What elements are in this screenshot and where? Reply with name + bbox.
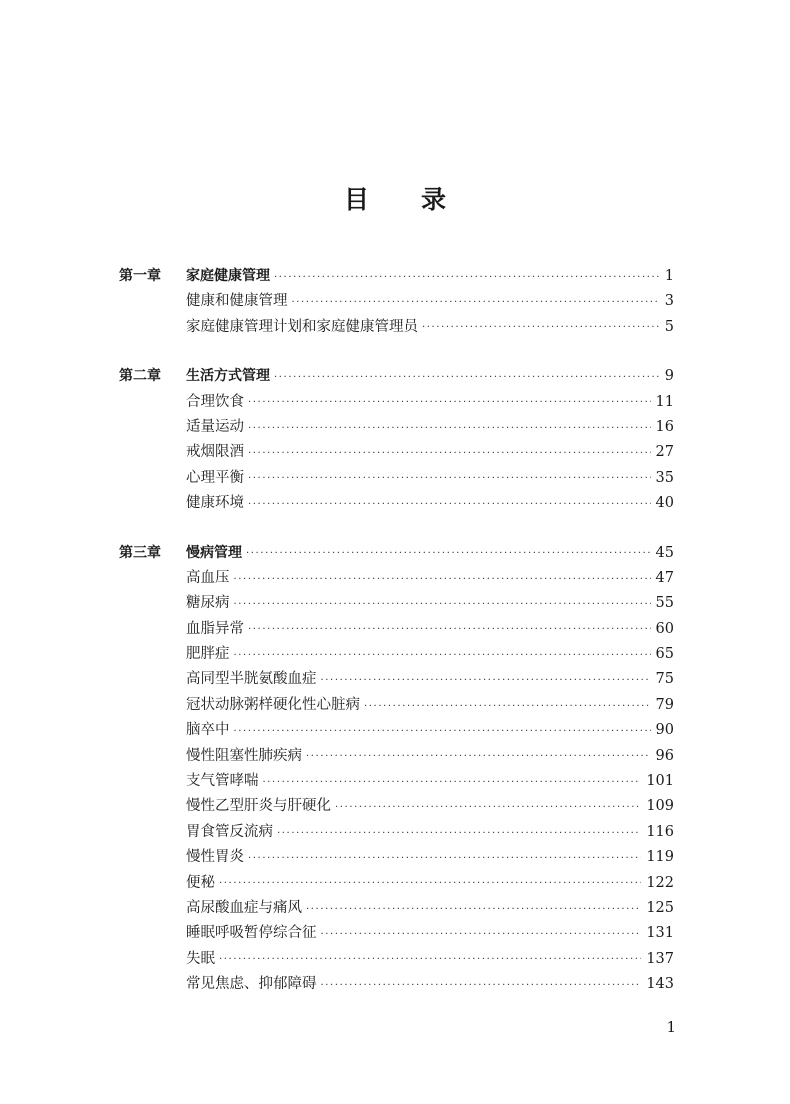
toc-entry: [186, 820, 674, 845]
section-title: 脑卒中: [186, 722, 230, 739]
toc-entry: [186, 264, 674, 289]
section-title: 健康和健康管理: [186, 293, 288, 310]
page-number: 40: [655, 495, 674, 512]
toc-entry: [186, 541, 674, 566]
section-title: 常见焦虑、抑郁障碍: [186, 976, 317, 993]
title-char-1: 目: [343, 185, 421, 214]
section-row[interactable]: [0, 289, 790, 314]
page-number: 35: [655, 469, 674, 486]
toc-entry: [186, 769, 674, 794]
dot-leader: [248, 421, 651, 435]
toc-entry: [186, 415, 674, 440]
dot-leader: [263, 775, 642, 789]
toc-entry: [186, 440, 674, 465]
dot-leader: [246, 546, 651, 560]
chapter-label: 第二章: [119, 368, 161, 385]
dot-leader: [219, 952, 641, 966]
dot-leader: [248, 622, 651, 636]
dot-leader: [321, 978, 642, 992]
dot-leader: [234, 597, 651, 611]
toc-entry: [186, 617, 674, 642]
section-row[interactable]: [0, 642, 790, 667]
section-row[interactable]: [0, 415, 790, 440]
dot-leader: [274, 270, 660, 284]
page-title: [0, 184, 790, 216]
dot-leader: [234, 572, 651, 586]
section-row[interactable]: [0, 896, 790, 921]
dot-leader: [277, 826, 641, 840]
toc-entry: [186, 972, 674, 997]
toc-entry: [186, 667, 674, 692]
page-number: 16: [655, 418, 674, 435]
toc-entry: [186, 871, 674, 896]
chapter-heading-row[interactable]: [0, 364, 790, 389]
dot-leader: [248, 446, 651, 460]
page-number: 116: [646, 823, 674, 840]
chapter-label: 第一章: [119, 268, 161, 284]
section-title: 血脂异常: [186, 620, 244, 637]
toc-entry: [186, 390, 674, 415]
section-title: 戒烟限酒: [186, 444, 244, 461]
page-number: 119: [646, 849, 674, 866]
section-title: 高尿酸血症与痛风: [186, 899, 302, 916]
dot-leader: [234, 648, 651, 662]
page-number: 60: [655, 620, 674, 637]
section-title: 便秘: [186, 874, 215, 891]
page-number: 5: [664, 318, 674, 335]
section-title: 睡眠呼吸暂停综合征: [186, 925, 317, 942]
page-number: 96: [655, 747, 674, 764]
section-title: 慢性阻塞性肺疾病: [186, 747, 302, 764]
section-title: 糖尿病: [186, 595, 230, 612]
dot-leader: [321, 927, 642, 941]
page-number: 109: [646, 798, 674, 815]
page-number: 47: [655, 569, 674, 586]
section-row[interactable]: [0, 315, 790, 340]
section-row[interactable]: [0, 744, 790, 769]
toc-entry: [186, 744, 674, 769]
section-title: 冠状动脉粥样硬化性心脏病: [186, 696, 360, 713]
toc-entry: [186, 794, 674, 819]
dot-leader: [248, 851, 641, 865]
title-char-2: 录: [421, 185, 499, 214]
section-row[interactable]: [0, 667, 790, 692]
dot-leader: [248, 395, 651, 409]
dot-leader: [248, 497, 651, 511]
toc-entry: [186, 315, 674, 340]
chapter-title: 家庭健康管理: [186, 268, 270, 284]
page-number: 125: [646, 899, 674, 916]
toc-entry: [186, 947, 674, 972]
section-title: 胃食管反流病: [186, 823, 273, 840]
section-row[interactable]: [0, 466, 790, 491]
section-title: 适量运动: [186, 418, 244, 435]
section-row[interactable]: [0, 617, 790, 642]
dot-leader: [219, 876, 641, 890]
section-row[interactable]: [0, 566, 790, 591]
page-number: 9: [664, 368, 674, 385]
chapter-heading-row[interactable]: [0, 264, 790, 289]
section-row[interactable]: [0, 794, 790, 819]
section-row[interactable]: [0, 693, 790, 718]
page-number: 3: [664, 293, 674, 310]
toc-entry: [186, 642, 674, 667]
page-number: 122: [646, 874, 674, 891]
page-number: 55: [655, 595, 674, 612]
page-number: 101: [646, 773, 674, 790]
toc-entry: [186, 491, 674, 516]
page-number: 27: [655, 444, 674, 461]
section-title: 心理平衡: [186, 469, 244, 486]
table-of-contents: [0, 264, 790, 1022]
dot-leader: [292, 295, 660, 309]
toc-entry: [186, 921, 674, 946]
section-row[interactable]: [0, 972, 790, 997]
toc-entry: [186, 466, 674, 491]
dot-leader: [364, 699, 651, 713]
section-title: 高血压: [186, 569, 230, 586]
toc-entry: [186, 718, 674, 743]
toc-entry: [186, 591, 674, 616]
toc-entry: [186, 896, 674, 921]
section-row[interactable]: [0, 718, 790, 743]
page-number: 1: [664, 268, 674, 284]
toc-entry: [186, 289, 674, 314]
section-title: 支气管哮喘: [186, 773, 259, 790]
toc-entry: [186, 566, 674, 591]
chapter-heading-row[interactable]: [0, 541, 790, 566]
chapter-label: 第三章: [119, 544, 161, 561]
section-title: 家庭健康管理计划和家庭健康管理员: [186, 318, 418, 335]
chapter-block: [0, 264, 790, 340]
section-title: 合理饮食: [186, 393, 244, 410]
section-row[interactable]: [0, 921, 790, 946]
dot-leader: [306, 902, 641, 916]
chapter-title: 生活方式管理: [186, 368, 270, 385]
section-row[interactable]: [0, 871, 790, 896]
section-row[interactable]: [0, 440, 790, 465]
section-row[interactable]: [0, 947, 790, 972]
dot-leader: [335, 800, 641, 814]
section-title: 肥胖症: [186, 646, 230, 663]
chapter-block: [0, 364, 790, 516]
section-row[interactable]: [0, 845, 790, 870]
dot-leader: [321, 673, 651, 687]
page-number: 65: [655, 646, 674, 663]
section-row[interactable]: [0, 491, 790, 516]
dot-leader: [248, 471, 651, 485]
page-number: 79: [655, 696, 674, 713]
toc-entry: [186, 364, 674, 389]
section-row[interactable]: [0, 820, 790, 845]
section-title: 慢性乙型肝炎与肝硬化: [186, 798, 331, 815]
section-row[interactable]: [0, 769, 790, 794]
section-title: 高同型半胱氨酸血症: [186, 671, 317, 688]
toc-entry: [186, 693, 674, 718]
page-number: 131: [646, 925, 674, 942]
dot-leader: [422, 320, 660, 334]
section-row[interactable]: [0, 390, 790, 415]
page-number: 75: [655, 671, 674, 688]
footer-page-number: 1: [666, 1018, 676, 1036]
dot-leader: [234, 724, 651, 738]
chapter-block: [0, 541, 790, 998]
page-number: 137: [646, 950, 674, 967]
page-number: 11: [655, 393, 674, 410]
section-row[interactable]: [0, 591, 790, 616]
section-title: 失眠: [186, 950, 215, 967]
page-number: 45: [655, 544, 674, 561]
page-number: 90: [655, 722, 674, 739]
page-number: 143: [646, 976, 674, 993]
section-title: 慢性胃炎: [186, 849, 244, 866]
toc-entry: [186, 845, 674, 870]
section-title: 健康环境: [186, 495, 244, 512]
dot-leader: [306, 749, 651, 763]
dot-leader: [274, 370, 660, 384]
chapter-title: 慢病管理: [186, 544, 242, 561]
